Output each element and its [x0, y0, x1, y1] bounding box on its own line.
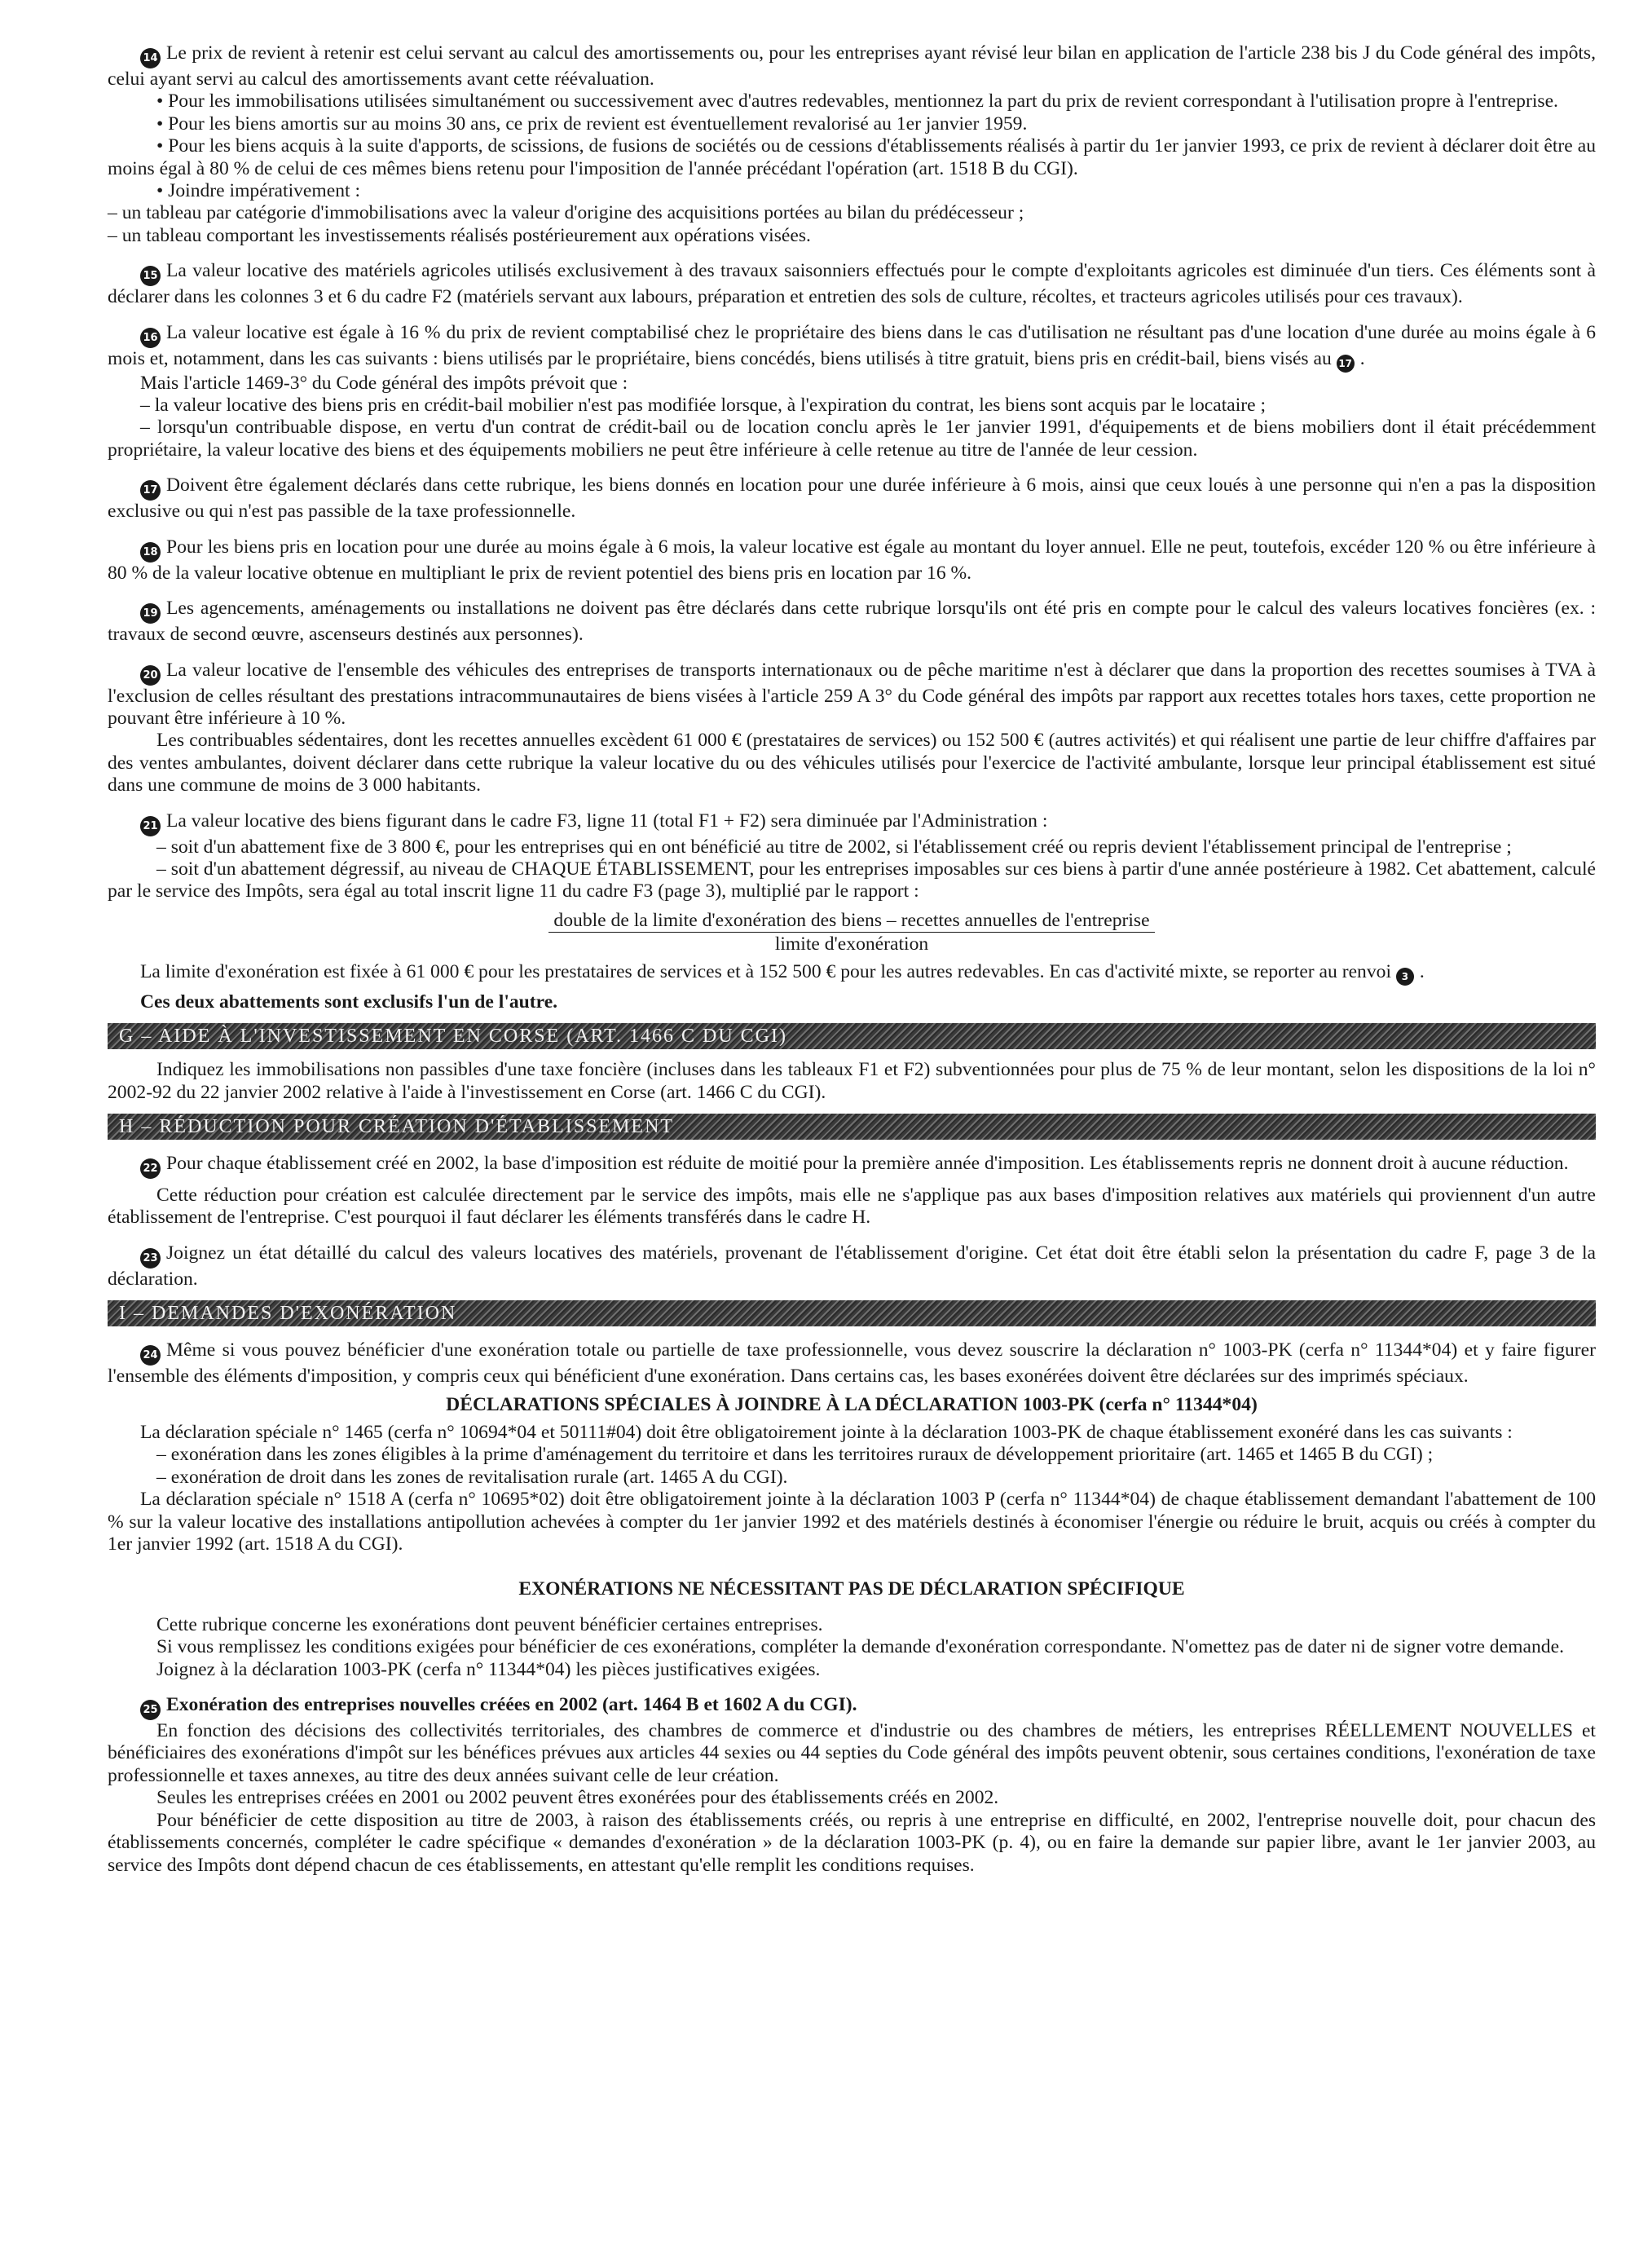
note-21-intro: 21 La valeur locative des biens figurant dans le cadre F3, ligne 11 (total F1 + F2) sera diminuée par l'Administration :: [108, 810, 1596, 836]
section-g-header: G – AIDE À L'INVESTISSEMENT EN CORSE (ART. 1466 C DU CGI): [108, 1023, 1596, 1049]
note-14-bullet-2: • Pour les biens amortis sur au moins 30 ans, ce prix de revient est éventuellement revalorisé au 1er janvier 1959.: [156, 113, 1028, 135]
note-25-title: 25 Exonération des entreprises nouvelles créées en 2002 (art. 1464 B et 1602 A du CGI).: [108, 1694, 1596, 1720]
note-22: 22 Pour chaque établissement créé en 2002, la base d'imposition est réduite de moitié pour la première année d'imposition. Les établissements repris ne donnent droit à aucune réduction.: [108, 1153, 1596, 1179]
note-14-intro: 14 Le prix de revient à retenir est celui servant au calcul des amortissements ou, pour les entreprises ayant révisé leur bilan en application de l'article 238 bis J du Code général des impôts, celui ayant servi au calcul des amortissements avant cette réévaluation.: [108, 42, 1596, 90]
note-14-bullet-3: • Pour les biens acquis à la suite d'apports, de scissions, de fusions de sociétés ou de cessions d'établissements réalisés à partir du 1er janvier 1993, ce prix de revient à déclarer doit être au moins égal à 80 % de celui de ces mêmes biens retenu pour l'imposition de l'année précédant l'opération (art. 1518 B du CGI).: [108, 135, 1596, 179]
section-g-text: Indiquez les immobilisations non passibles d'une taxe foncière (incluses dans les tableaux F1 et F2) subventionnées pour plus de 75 % de leur montant, selon les dispositions de la loi n° 2002-92 du 22 janvier 2002 relative à l'aide à l'investissement en Corse (art. 1466 C du CGI).: [108, 1059, 1596, 1103]
note-number-25-icon: 25: [140, 1700, 161, 1720]
note-16-intro: 16 La valeur locative est égale à 16 % du prix de revient comptabilisé chez le propriétaire des biens dans le cas d'utilisation ne résultant pas d'une location d'une durée au moins égale à 6 mois et, notamment, dans les cas suivants : biens utilisés par le propriétaire, biens concédés, biens utilisés à titre gratuit, biens pris en crédit-bail, biens visés au 17 .: [108, 322, 1596, 373]
note-16-dash-1: – la valeur locative des biens pris en crédit-bail mobilier n'est pas modifiée lorsque, à l'expiration du contrat, les biens sont acquis par le locataire ;: [140, 395, 1267, 417]
section-i-header: I – DEMANDES D'EXONÉRATION: [108, 1300, 1596, 1326]
note-20-intro: 20 La valeur locative de l'ensemble des véhicules des entreprises de transports internationaux ou de pêche maritime n'est à déclarer que dans la proportion des recettes soumises à TVA à l'exclusion de celles résultant des prestations intracommunautaires de biens visées à l'article 259 A 3° du Code général des impôts par rapport aux recettes totales hors taxes, cette proportion ne pouvant être inférieure à 10 %.: [108, 659, 1596, 729]
document-page: [108, 42, 1596, 1877]
note-15: 15 La valeur locative des matériels agricoles utilisés exclusivement à des travaux saisonniers effectués pour le compte d'exploitants agricoles est diminuée d'un tiers. Ces éléments sont à déclarer dans les colonnes 3 et 6 du cadre F2 (matériels servant aux labours, préparation et entretien des sols de culture, récoltes, et tracteurs agricoles utilisés pour ces travaux).: [108, 260, 1596, 308]
declaration-1518a: La déclaration spéciale n° 1518 A (cerfa n° 10695*02) doit être obligatoirement jointe à la déclaration 1003 P (cerfa n° 11344*04) de chaque établissement demandant l'abattement de 100 % sur la valeur locative des installations antipollution achevées à compter du 1er janvier 1992 et des matériels destinés à économiser l'énergie ou réduire le bruit, acquis ou créés à compter du 1er janvier 1992 (art. 1518 A du CGI).: [108, 1489, 1596, 1555]
note-number-20-icon: 20: [140, 665, 161, 686]
note-ref-17-icon: 17: [1337, 355, 1355, 373]
note-14-bullet-4: • Joindre impérativement :: [156, 180, 361, 202]
note-20-sedentaires: Les contribuables sédentaires, dont les recettes annuelles excèdent 61 000 € (prestataires de services) ou 152 500 € (autres activités) et qui réalisent une partie de leur chiffre d'affaires par des ventes ambulantes, doivent déclarer dans cette rubrique la valeur locative du ou des véhicules utilisés pour l'exercice de l'activité ambulante, lorsque leur principal établissement est situé dans une commune de moins de 3 000 habitants.: [108, 730, 1596, 796]
note-number-18-icon: 18: [140, 542, 161, 563]
note-number-22-icon: 22: [140, 1158, 161, 1179]
section-h-header: H – RÉDUCTION POUR CRÉATION D'ÉTABLISSEMENT: [108, 1114, 1596, 1140]
note-19: 19 Les agencements, aménagements ou installations ne doivent pas être déclarés dans cette rubrique lorsqu'ils ont été pris en compte pour le calcul des valeurs locatives foncières (ex. : travaux de second œuvre, ascenseurs destinés aux personnes).: [108, 598, 1596, 646]
note-24: 24 Même si vous pouvez bénéficier d'une exonération totale ou partielle de taxe professionnelle, vous devez souscrire la déclaration n° 1003-PK (cerfa n° 11344*04) et y faire figurer l'ensemble des éléments d'imposition, y compris ceux qui bénéficient d'une exonération. Dans certains cas, les bases exonérées doivent être déclarées sur des imprimés spéciaux.: [108, 1339, 1596, 1388]
note-22-reduction: Cette réduction pour création est calculée directement par le service des impôts, mais elle ne s'applique pas aux bases d'imposition relatives aux matériels qui proviennent d'un autre établissement de l'entreprise. C'est pourquoi il faut déclarer les éléments transférés dans le cadre H.: [108, 1184, 1596, 1229]
note-number-23-icon: 23: [140, 1248, 161, 1269]
note-21-dash-1: – soit d'un abattement fixe de 3 800 €, pour les entreprises qui en ont bénéficié au titre de 2002, si l'établissement créé ou repris devient l'établissement principal de l'entreprise ;: [156, 836, 1512, 858]
exonerations-heading: EXONÉRATIONS NE NÉCESSITANT PAS DE DÉCLARATION SPÉCIFIQUE: [518, 1578, 1185, 1600]
exonerations-pieces: Joignez à la déclaration 1003-PK (cerfa n° 11344*04) les pièces justificatives exigées.: [156, 1658, 821, 1680]
note-number-17-icon: 17: [140, 480, 161, 501]
note-25-para-3: Pour bénéficier de cette disposition au titre de 2003, à raison des établissements créés, ou repris à une entreprise en difficulté, en 2002, l'entreprise nouvelle doit, pour chacun des établissements concernés, compléter le cadre spécifique « demandes d'exonération » de la déclaration 1003-PK (p. 4), ou en faire la demande sur papier libre, avant le 1er janvier 2003, au service des Impôts dont dépend chacun de ces établissements, en attestant qu'elle remplit les conditions requises.: [108, 1809, 1596, 1876]
note-21-exclusifs: Ces deux abattements sont exclusifs l'un de l'autre.: [140, 991, 558, 1013]
note-23: 23 Joignez un état détaillé du calcul des valeurs locatives des matériels, provenant de l'établissement d'origine. Cet état doit être établi selon la présentation du cadre F, page 3 de la déclaration.: [108, 1242, 1596, 1290]
declaration-1465: La déclaration spéciale n° 1465 (cerfa n° 10694*04 et 50111#04) doit être obligatoirement jointe à la déclaration 1003-PK de chaque établissement exonéré dans les cas suivants :: [140, 1422, 1513, 1443]
note-number-16-icon: 16: [140, 328, 161, 348]
declaration-1465-dash-1: – exonération dans les zones éligibles à la prime d'aménagement du territoire et dans les territoires ruraux de développement prioritaire (art. 1465 et 1465 B du CGI) ;: [156, 1444, 1434, 1466]
note-14-dash-2: – un tableau comportant les investissements réalisés postérieurement aux opérations visées.: [108, 224, 811, 246]
note-14-dash-1: – un tableau par catégorie d'immobilisations avec la valeur d'origine des acquisitions portées au bilan du prédécesseur ;: [108, 202, 1024, 224]
note-16-dash-2: – lorsqu'un contribuable dispose, en vertu d'un contrat de crédit-bail ou de location conclu après le 1er janvier 1991, d'équipements et de biens mobiliers dont il était précédemment propriétaire, la valeur locative des biens et des équipements mobiliers ne peut être inférieure à celle retenue au titre de l'année de leur cession.: [108, 417, 1596, 461]
note-ref-3-icon: 3: [1396, 968, 1414, 986]
declarations-speciales-heading: DÉCLARATIONS SPÉCIALES À JOINDRE À LA DÉCLARATION 1003-PK (cerfa n° 11344*04): [446, 1393, 1258, 1415]
fraction-numerator: double de la limite d'exonération des biens – recettes annuelles de l'entreprise: [548, 909, 1154, 933]
note-25-para-1: En fonction des décisions des collectivités territoriales, des chambres de commerce et d'industrie ou des chambres de métiers, les entreprises RÉELLEMENT NOUVELLES et bénéficiaires des exonérations d'impôt sur les bénéfices prévues aux articles 44 sexies ou 44 septies du Code général des impôts peuvent obtenir, sous certaines conditions, l'exonération de taxe professionnelle et taxes annexes, au titre des deux années suivant celle de leur création.: [108, 1720, 1596, 1786]
note-25-para-2: Seules les entreprises créées en 2001 ou 2002 peuvent êtres exonérées pour des établissements créés en 2002.: [156, 1787, 999, 1809]
note-17: 17 Doivent être également déclarés dans cette rubrique, les biens donnés en location pour une durée inférieure à 6 mois, ainsi que ceux loués à une personne qui n'en a pas la disposition exclusive ou qui n'est pas passible de la taxe professionnelle.: [108, 474, 1596, 523]
note-16-article: Mais l'article 1469-3° du Code général des impôts prévoit que :: [140, 372, 628, 394]
note-number-21-icon: 21: [140, 816, 161, 836]
note-number-14-icon: 14: [140, 48, 161, 68]
declaration-1465-dash-2: – exonération de droit dans les zones de revitalisation rurale (art. 1465 A du CGI).: [156, 1466, 788, 1488]
fraction-denominator: limite d'exonération: [774, 933, 929, 955]
note-21-fraction: [108, 909, 1596, 955]
note-18: 18 Pour les biens pris en location pour une durée au moins égale à 6 mois, la valeur locative est égale au montant du loyer annuel. Elle ne peut, toutefois, excéder 120 % ou être inférieure à 80 % de la valeur locative obtenue en multipliant le prix de revient potentiel des biens pris en location par 16 %.: [108, 536, 1596, 584]
exonerations-conditions: Si vous remplissez les conditions exigées pour bénéficier de ces exonérations, compléter la demande d'exonération correspondante. N'omettez pas de dater ni de signer votre demande.: [156, 1636, 1564, 1658]
exonerations-intro: Cette rubrique concerne les exonérations dont peuvent bénéficier certaines entreprises.: [156, 1613, 823, 1635]
note-21-limite: La limite d'exonération est fixée à 61 000 € pour les prestataires de services et à 152 500 € pour les autres redevables. En cas d'activité mixte, se reporter au renvoi 3 .: [108, 961, 1596, 986]
note-number-24-icon: 24: [140, 1345, 161, 1366]
note-number-15-icon: 15: [140, 266, 161, 286]
note-number-19-icon: 19: [140, 603, 161, 624]
note-14-bullet-1: • Pour les immobilisations utilisées simultanément ou successivement avec d'autres redevables, mentionnez la part du prix de revient correspondant à l'utilisation propre à l'entreprise.: [156, 90, 1558, 113]
note-21-dash-2: – soit d'un abattement dégressif, au niveau de CHAQUE ÉTABLISSEMENT, pour les entreprises imposables sur ces biens à partir d'une année postérieure à 1982. Cet abattement, calculé par le service des Impôts, sera égal au total inscrit ligne 11 du cadre F3 (page 3), multiplié par le rapport :: [108, 858, 1596, 902]
